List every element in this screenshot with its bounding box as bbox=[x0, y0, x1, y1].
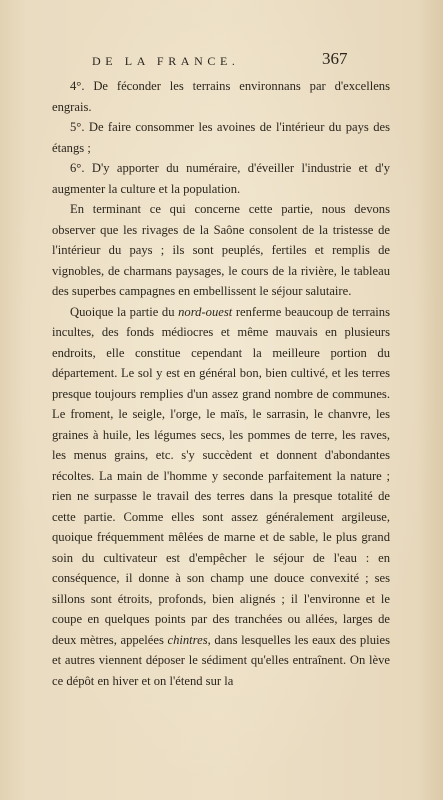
paragraph: 4°. De féconder les terrains environnans par d'excellens engrais. bbox=[52, 79, 390, 114]
page-number: 367 bbox=[322, 49, 348, 68]
italic-term: nord-ouest bbox=[178, 304, 233, 319]
paragraph-text: , dans lesquelles les eaux des pluies et autres viennent déposer le sédiment qu'elles entraînent. On lève ce dépôt en hiver et on l'étend sur la bbox=[52, 632, 391, 688]
paragraph bbox=[52, 302, 390, 692]
paragraph: En terminant ce qui concerne cette partie, nous devons observer que les rivages de la Saône consolent de la tristesse de l'intérieur du pays ; ils sont peuplés, fertiles et remplis de vignobles, de charmans paysages, le cours de la rivière, le tableau des superbes campagnes en embellissent le séjour salutaire. bbox=[52, 202, 390, 298]
italic-term: chintres bbox=[167, 632, 208, 647]
paragraph: 5°. De faire consommer les avoines de l'intérieur du pays des étangs ; bbox=[52, 120, 390, 155]
paragraph-text: Quoique la partie du bbox=[70, 304, 179, 319]
running-head: DE LA FRANCE. bbox=[92, 54, 240, 68]
paragraph-text: renferme beaucoup de terrains incultes, des fonds médiocres et même mauvais en plusieurs endroits, elle constitue cependant la meilleure portion du département. Le sol y est en général bon, bien cultivé, et les terres presque toujours remplies d'un assez grand nombre de communes. Le froment, le seigle, l'orge, le maïs, le sarrasin, le chanvre, les graines à huile, les légumes secs, les pommes de terre, les raves, les menus grains, etc. s'y succèdent et donnent d'abondantes récoltes. La main de l'homme y seconde parfaitement la nature ; rien ne surpasse le travail des terres dans la presque totalité de cette partie. Comme elles sont assez généralement argileuse, quoique fréquemment mêlées de marne et de sable, le plus grand soin du cultivateur est d'empêcher le séjour de l'eau : en conséquence, il donne à son champ une douce convexité ; ses sillons sont étroits, profonds, bien alignés ; il l'environne et le coupe en quelques points par des tranchées ou allées, larges de deux mètres, appelées bbox=[52, 304, 390, 647]
body-text bbox=[52, 76, 390, 691]
page-header bbox=[0, 49, 443, 72]
paragraph: 6°. D'y apporter du numéraire, d'éveiller l'industrie et d'y augmenter la culture et la population. bbox=[52, 161, 390, 196]
